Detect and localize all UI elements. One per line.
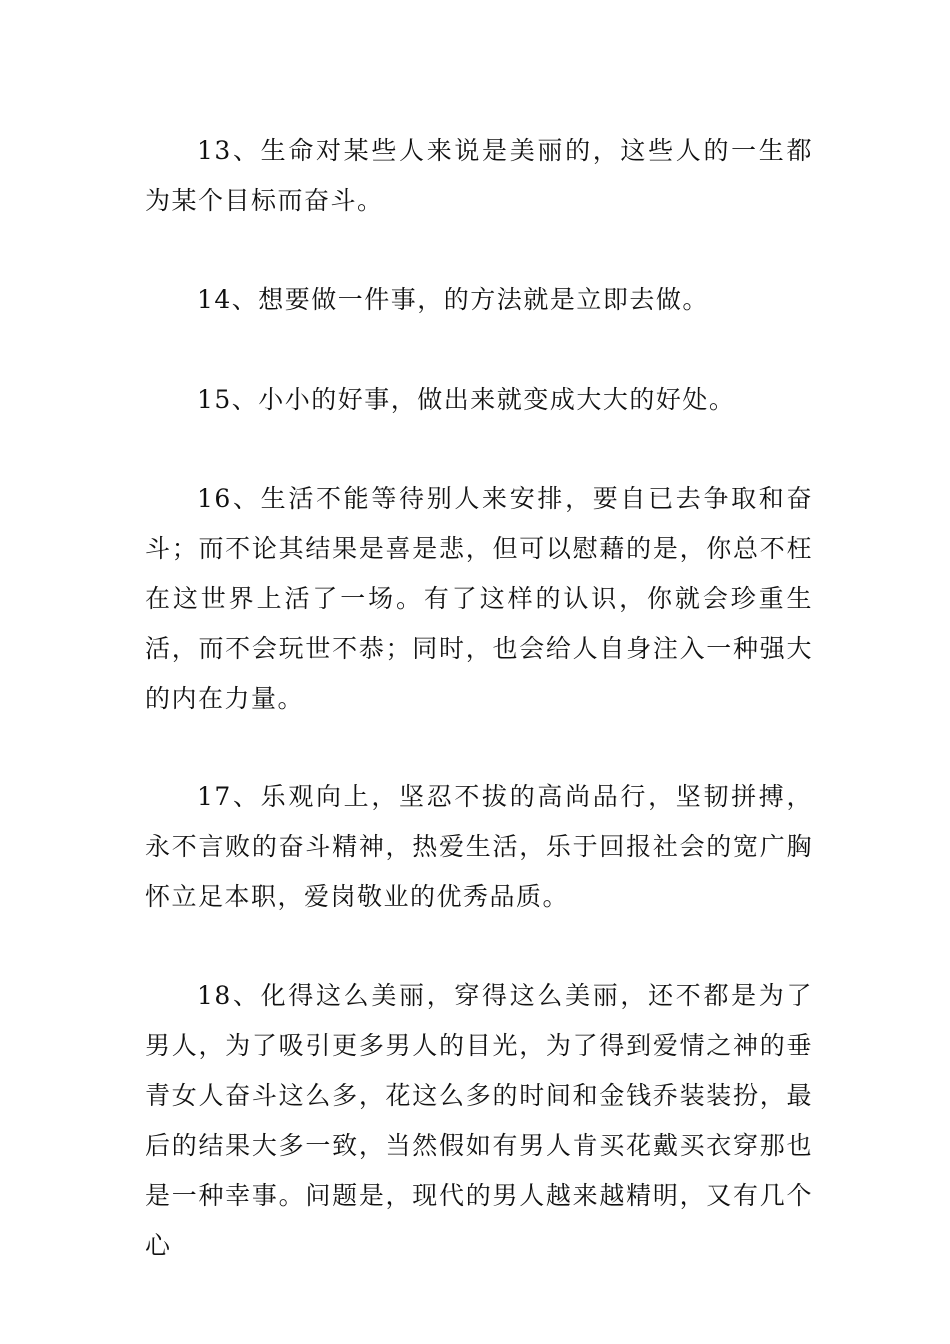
paragraph-17: 17、乐观向上，坚忍不拔的高尚品行，坚韧拼搏，永不言败的奋斗精神，热爱生活，乐于回报社会的宽广胸怀立足本职，爱岗敬业的优秀品质。 bbox=[145, 782, 813, 911]
paragraph-14: 14、想要做一件事，的方法就是立即去做。 bbox=[197, 285, 709, 314]
paragraph-16: 16、生活不能等待别人来安排，要自已去争取和奋斗；而不论其结果是喜是悲，但可以慰藉的是，你总不枉在这世界上活了一场。有了这样的认识，你就会珍重生活，而不会玩世不恭；同时，也会给人自身注入一种强大的内在力量。 bbox=[145, 484, 813, 713]
paragraph-18: 18、化得这么美丽，穿得这么美丽，还不都是为了男人，为了吸引更多男人的目光，为了得到爱情之神的垂青女人奋斗这么多，花这么多的时间和金钱乔装装扮，最后的结果大多一致，当然假如有男人肯买花戴买衣穿那也是一种幸事。问题是，现代的男人越来越精明，又有几个心 bbox=[145, 981, 813, 1260]
paragraph-13: 13、生命对某些人来说是美丽的，这些人的一生都为某个目标而奋斗。 bbox=[145, 136, 813, 215]
paragraph-15: 15、小小的好事，做出来就变成大大的好处。 bbox=[197, 385, 736, 414]
